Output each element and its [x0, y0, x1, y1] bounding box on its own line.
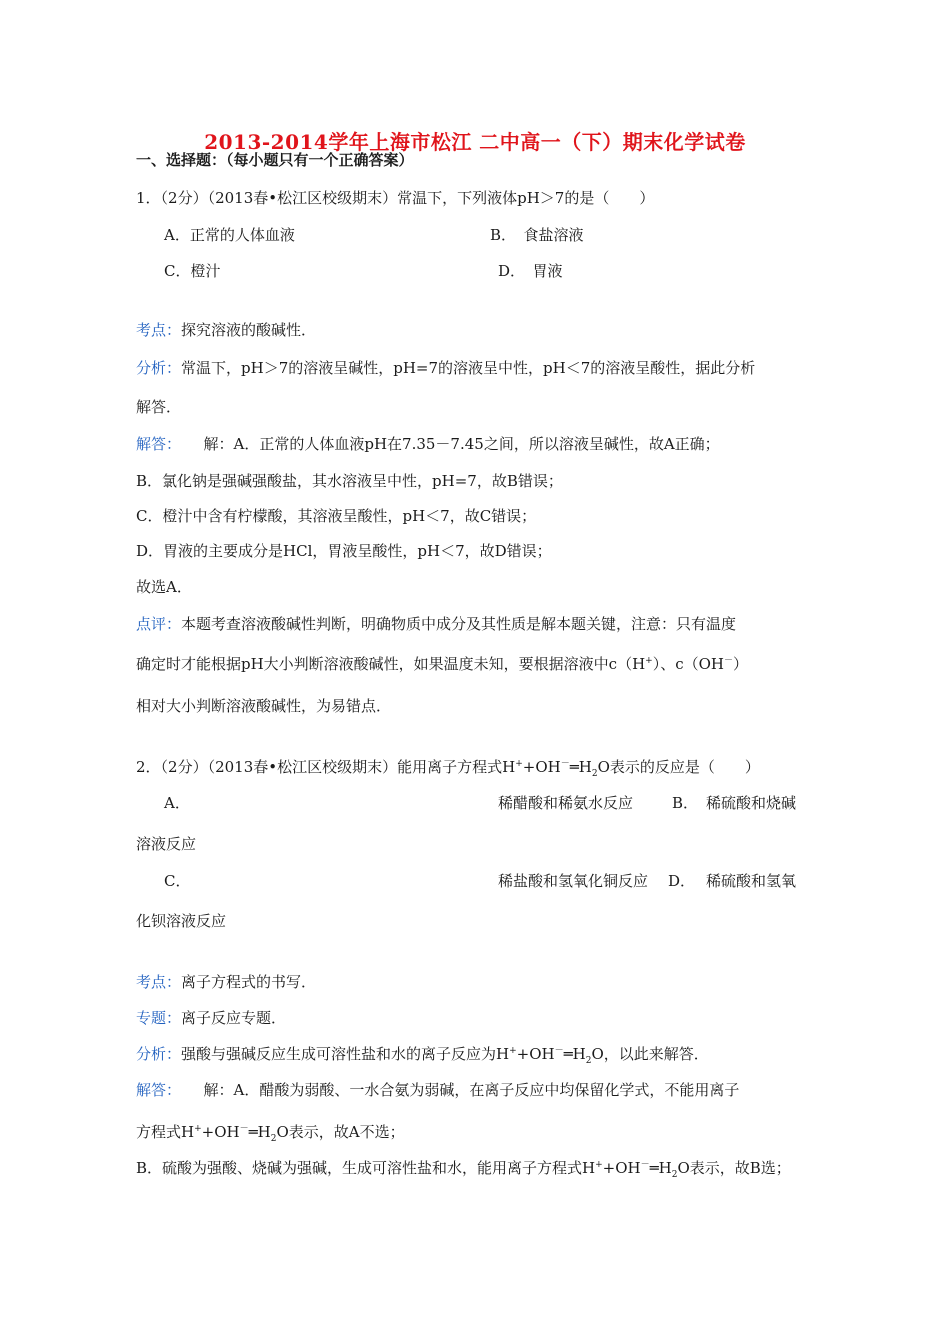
superscript-minus: － — [239, 1124, 249, 1134]
q1-option-a: A．正常的人体血液 — [164, 226, 295, 244]
jieda2-text-d: O表示，故A不选； — [276, 1123, 405, 1141]
q2-option-d-label: D． — [668, 872, 696, 890]
superscript-minus: － — [560, 759, 570, 769]
q2-option-b-label: B． — [672, 794, 699, 812]
jieda2-text-c: ═H — [248, 1123, 271, 1141]
q1-fenxi — [136, 358, 755, 378]
jieda3-text-c: ═H — [649, 1159, 672, 1177]
subscript-two: 2 — [270, 1134, 277, 1144]
q2-kaodian — [136, 972, 316, 992]
zhuanti-label: 专题： — [136, 1009, 182, 1027]
q1-jieda-b: B．氯化钠是强碱强酸盐，其水溶液呈中性，pH=7，故B错误； — [136, 472, 563, 490]
subscript-two: 2 — [585, 1056, 592, 1066]
q2-jieda — [136, 1080, 739, 1100]
jieda-text: 解：A．正常的人体血液pH在7.35－7.45之间，所以溶液呈碱性，故A正确； — [173, 435, 720, 453]
q1-kaodian — [136, 320, 316, 340]
q2-option-c-text: 稀盐酸和氢氧化铜反应 — [498, 872, 649, 890]
superscript-plus: + — [509, 1046, 517, 1056]
fenxi-text-b: +OH — [516, 1045, 555, 1063]
q1-fenxi-cont: 解答． — [136, 398, 182, 416]
q1-dianping — [136, 614, 736, 634]
q1-stem: 1．（2分）（2013春•松江区校级期末）常温下，下列液体pH＞7的是（ ） — [136, 189, 655, 207]
q2-option-b-cont: 溶液反应 — [136, 835, 197, 853]
superscript-plus: + — [515, 759, 523, 769]
q1-jieda — [136, 434, 720, 454]
jieda2-text-b: +OH — [201, 1123, 240, 1141]
fenxi-text-c: ═H — [563, 1045, 586, 1063]
subscript-two: 2 — [671, 1170, 678, 1180]
q1-jieda-answer: 故选A． — [136, 578, 192, 596]
kaodian-text: 探究溶液的酸碱性． — [181, 321, 317, 339]
q1-option-b: B． 食盐溶液 — [490, 226, 584, 244]
q2-fenxi — [136, 1044, 709, 1064]
superscript-minus: － — [640, 1160, 650, 1170]
q2-option-d-text: 稀硫酸和氢氧 — [706, 872, 797, 890]
dianping-label: 点评： — [136, 615, 182, 633]
q1-option-c: C．橙汁 — [164, 262, 221, 280]
kaodian-label: 考点： — [136, 973, 182, 991]
q2-stem — [136, 757, 760, 777]
fenxi-text: 常温下，pH＞7的溶液呈碱性，pH=7的溶液呈中性，pH＜7的溶液呈酸性，据此分析 — [181, 359, 756, 377]
q2-stem-a: 2．（2分）（2013春•松江区校级期末）能用离子方程式H — [136, 758, 516, 776]
q2-option-a-label: A． — [164, 794, 190, 812]
q2-stem-d: O表示的反应是（ ） — [597, 758, 760, 776]
dianping-text-b: ）、c（OH — [652, 655, 724, 673]
q2-option-c-label: C． — [164, 872, 191, 890]
superscript-minus: － — [724, 656, 734, 666]
q2-stem-c: ═H — [569, 758, 592, 776]
q2-option-d-cont: 化钡溶液反应 — [136, 912, 227, 930]
q2-jieda-cont — [136, 1122, 405, 1142]
q1-dianping-cont — [136, 654, 748, 674]
jieda3-text-a: B．硫酸为强酸、烧碱为强碱，生成可溶性盐和水，能用离子方程式H — [136, 1159, 596, 1177]
q1-option-d: D． 胃液 — [498, 262, 563, 280]
jieda3-text-b: +OH — [602, 1159, 641, 1177]
page-title: 2013-2014学年上海市松江 二中高一（下）期末化学试卷 — [204, 130, 746, 154]
superscript-plus: + — [595, 1160, 603, 1170]
fenxi-label: 分析： — [136, 1045, 182, 1063]
zhuanti-text: 离子反应专题． — [181, 1009, 287, 1027]
jieda3-text-d: O表示，故B选； — [677, 1159, 791, 1177]
section-heading: 一、选择题：（每小题只有一个正确答案） — [136, 151, 414, 169]
subscript-two: 2 — [591, 769, 598, 779]
superscript-plus: + — [645, 656, 653, 666]
kaodian-label: 考点： — [136, 321, 182, 339]
jieda-label: 解答： — [136, 435, 174, 453]
superscript-minus: － — [554, 1046, 564, 1056]
q1-jieda-d: D．胃液的主要成分是HCl，胃液呈酸性，pH＜7，故D错误； — [136, 542, 552, 560]
fenxi-text-d: O，以此来解答． — [591, 1045, 709, 1063]
dianping-text-a: 确定时才能根据pH大小判断溶液酸碱性，如果温度未知，要根据溶液中c（H — [136, 655, 646, 673]
kaodian-text: 离子方程式的书写． — [181, 973, 317, 991]
fenxi-text-a: 强酸与强碱反应生成可溶性盐和水的离子反应为H — [181, 1045, 510, 1063]
fenxi-label: 分析： — [136, 359, 182, 377]
jieda-text: 解：A．醋酸为弱酸、一水合氨为弱碱，在离子反应中均保留化学式，不能用离子 — [173, 1081, 740, 1099]
q1-jieda-c: C．橙汁中含有柠檬酸，其溶液呈酸性，pH＜7，故C错误； — [136, 507, 537, 525]
jieda2-text-a: 方程式H — [136, 1123, 195, 1141]
superscript-plus: + — [194, 1124, 202, 1134]
q2-option-a-text: 稀醋酸和稀氨水反应 — [498, 794, 634, 812]
q2-jieda-b — [136, 1158, 791, 1178]
q2-zhuanti — [136, 1008, 286, 1028]
dianping-text-c: ） — [733, 655, 749, 673]
dianping-text: 本题考查溶液酸碱性判断，明确物质中成分及其性质是解本题关键，注意：只有温度 — [181, 615, 737, 633]
jieda-label: 解答： — [136, 1081, 174, 1099]
q2-option-b-text: 稀硫酸和烧碱 — [706, 794, 797, 812]
q1-dianping-end: 相对大小判断溶液酸碱性，为易错点． — [136, 697, 392, 715]
q2-stem-b: +OH — [522, 758, 561, 776]
